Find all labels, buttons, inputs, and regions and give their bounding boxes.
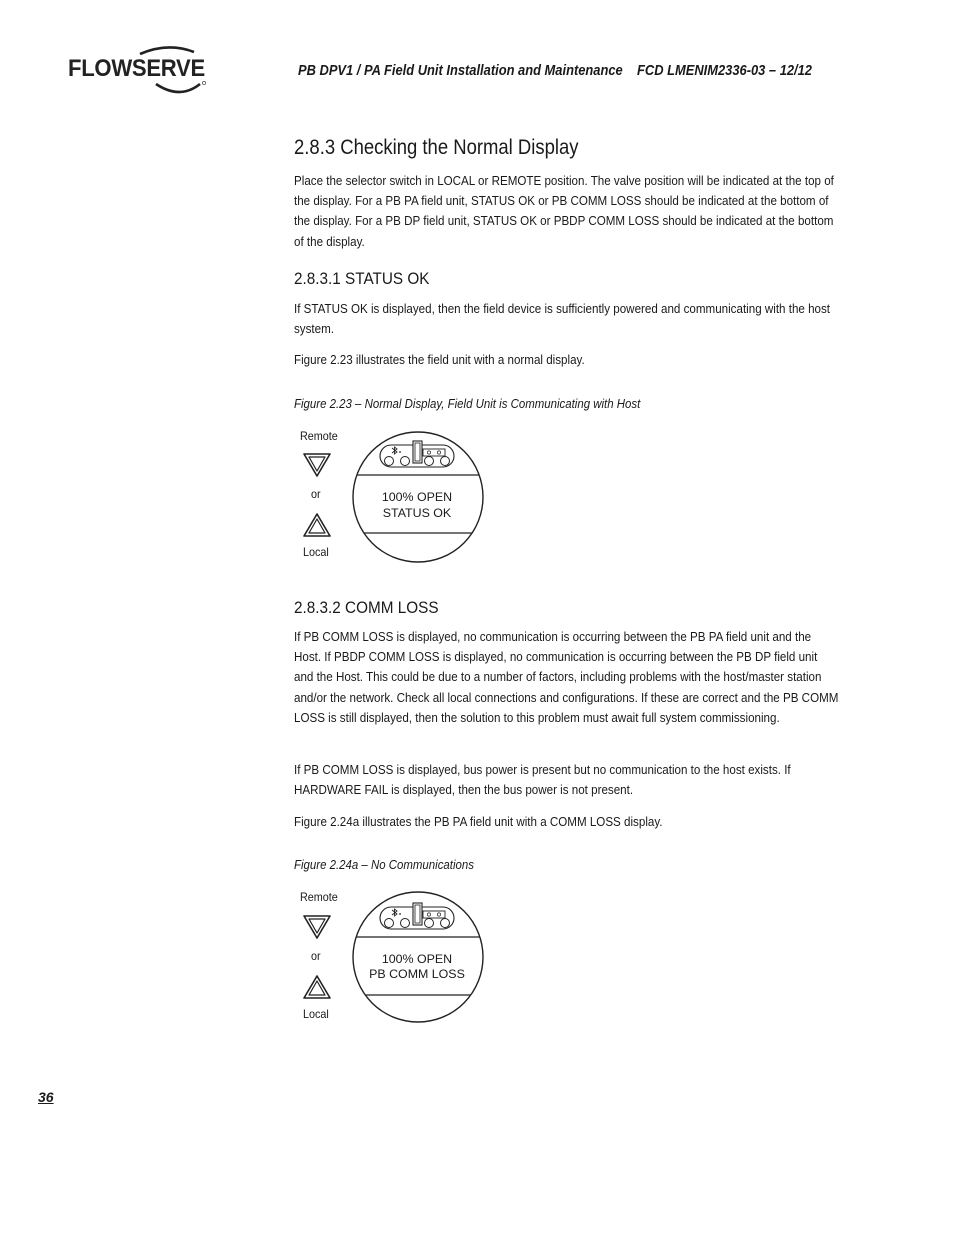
figure-2-23: [298, 425, 488, 575]
display-line-position: 100% OPEN: [381, 952, 453, 966]
local-label: Local: [303, 1007, 329, 1021]
comm-loss-paragraph: If PB COMM LOSS is displayed, no communication is occurring between the PB PA field unit and the Host. If PBDP COMM LOSS is displayed, no communication is occurring between the PB DP field unit and the Host. This could be due to a number of factors, including problems with the host/master station and/or the network. Check all local connections and configurations. If these are correct and the PB COMM LOSS is still displayed, then the solution to this problem must await full system commissioning.: [294, 629, 839, 725]
comm-loss-heading: 2.8.3.2 COMM LOSS: [294, 598, 439, 617]
display-window: [352, 887, 484, 1031]
page-number: 36: [38, 1089, 54, 1105]
local-arrow-icon: [301, 511, 333, 539]
document-header-title: PB DPV1 / PA Field Unit Installation and Maintenance FCD LMENIM2336-03 – 12/12: [298, 62, 812, 79]
figure-2-24a: [298, 887, 488, 1037]
comm-loss-bus-power-paragraph: If PB COMM LOSS is displayed, bus power is present but no communication to the host exists. If HARDWARE FAIL is displayed, then the bus power is not present.: [294, 762, 791, 798]
logo-text: FLOWSERVE: [68, 55, 205, 82]
local-label: Local: [303, 545, 329, 559]
remote-label: Remote: [300, 429, 338, 443]
status-ok-paragraph: If STATUS OK is displayed, then the field device is sufficiently powered and communicating with the host system.: [294, 301, 831, 337]
remote-arrow-icon: [301, 913, 333, 941]
or-label: or: [311, 487, 321, 501]
display-line-position: 100% OPEN: [381, 490, 453, 504]
flowserve-logo: [68, 40, 208, 98]
status-ok-heading: 2.8.3.1 STATUS OK: [294, 269, 430, 288]
status-indicator-icon: [378, 439, 458, 471]
status-ok-figure-reference: Figure 2.23 illustrates the field unit with a normal display.: [294, 352, 585, 367]
remote-label: Remote: [300, 890, 338, 904]
status-indicator-icon: [378, 901, 458, 933]
display-window: [352, 425, 484, 569]
figure-2-24a-caption: Figure 2.24a – No Communications: [294, 857, 474, 872]
display-line-status: PB COMM LOSS: [369, 967, 465, 981]
section-heading: 2.8.3 Checking the Normal Display: [294, 136, 579, 159]
local-arrow-icon: [301, 973, 333, 1001]
display-line-status: STATUS OK: [382, 506, 452, 520]
figure-2-23-caption: Figure 2.23 – Normal Display, Field Unit is Communicating with Host: [294, 396, 641, 411]
or-label: or: [311, 949, 321, 963]
section-intro-paragraph: Place the selector switch in LOCAL or REMOTE position. The valve position will be indicated at the top of the display. For a PB PA field unit, STATUS OK or PB COMM LOSS should be indicated at the bottom of the display. For a PB DP field unit, STATUS OK or PBDP COMM LOSS should be indicated at the bottom of the display.: [294, 173, 834, 249]
remote-arrow-icon: [301, 451, 333, 479]
comm-loss-figure-reference: Figure 2.24a illustrates the PB PA field unit with a COMM LOSS display.: [294, 814, 663, 829]
